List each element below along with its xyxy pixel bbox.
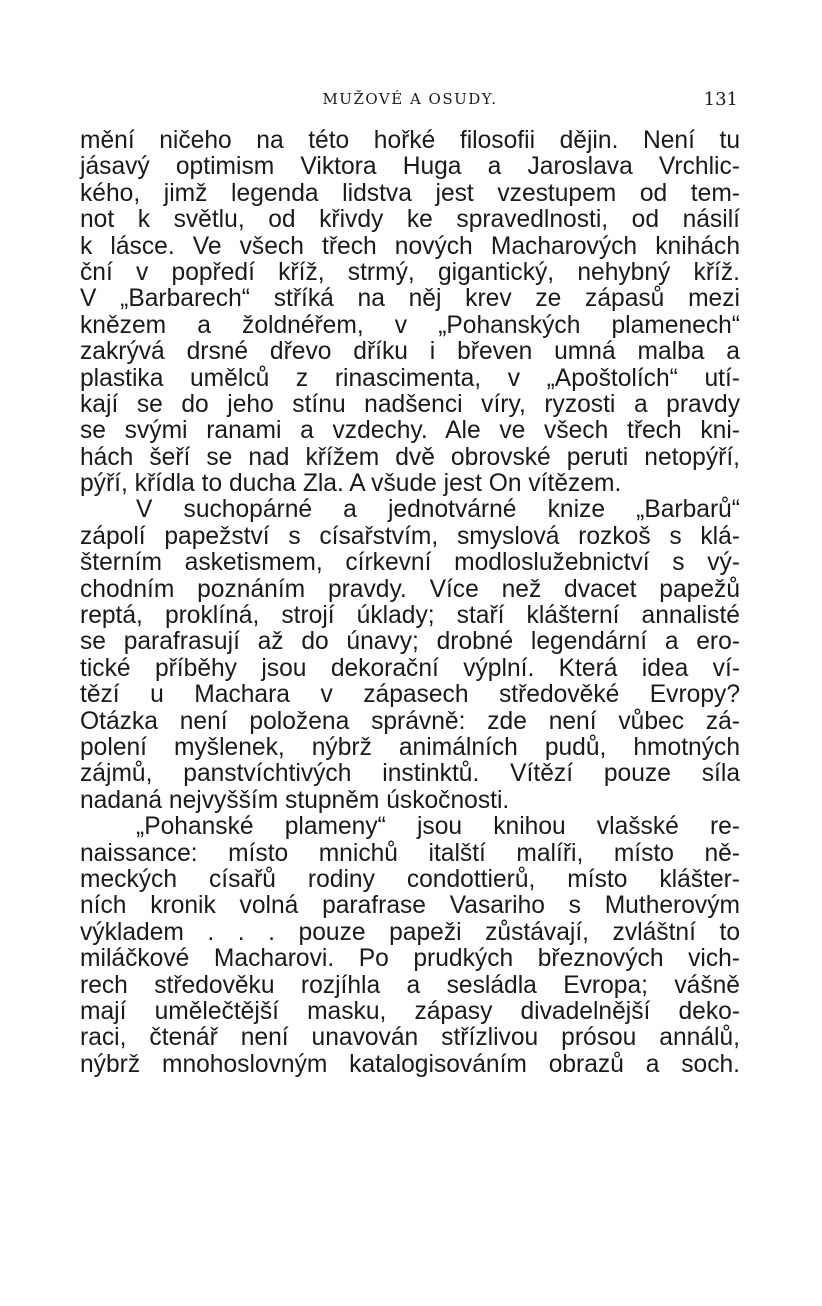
text-line: meckých císařů rodiny condottierů, místo klášter- [80,865,740,893]
text-line: not k světlu, od křivdy ke spravedlnosti, od násilí [80,206,740,234]
text-line: nýbrž mnohoslovným katalogisováním obrazů a soch. [80,1050,740,1078]
text-line: ční v popředí kříž, strmý, gigantický, nehybný kříž. [80,258,740,286]
text-line: raci, čtenář není unavován střízlivou prósou annálů, [80,1024,740,1052]
text-line: jásavý optimism Viktora Huga a Jaroslava Vrchlic- [80,153,740,181]
text-line: knězem a žoldnéřem, v „Pohanských plamenech“ [80,311,740,339]
text-line: pýří, křídla to ducha Zla. A všude jest On vítězem. [80,470,622,498]
text-line: kého, jimž legenda lidstva jest vzestupem od tem- [80,179,740,207]
running-head: MUŽOVÉ A OSUDY. [322,90,498,108]
text-line: miláčkové Macharovi. Po prudkých březnových vich- [80,945,740,973]
text-line: V „Barbarech“ stříká na něj krev ze zápasů mezi [80,285,740,313]
page-header [80,90,740,112]
text-line: V suchopárné a jednotvárné knize „Barbarů“ [136,496,740,524]
text-line: zájmů, panstvíchtivých instinktů. Vítězí pouze síla [80,760,740,788]
text-line: kají se do jeho stínu nadšenci víry, ryzosti a pravdy [80,390,740,418]
text-line: mají umělečtější masku, zápasy divadelnější deko- [80,997,740,1025]
text-line: polení myšlenek, nýbrž animálních pudů, hmotných [80,733,740,761]
text-line: k lásce. Ve všech třech nových Macharových knihách [80,232,740,260]
text-line: ních kronik volná parafrase Vasariho s Mutherovým [80,892,740,920]
text-line: výkladem . . . pouze papeži zůstávají, zvláštní to [80,918,740,946]
text-line: „Pohanské plameny“ jsou knihou vlašské re- [136,813,740,841]
text-line: Otázka není položena správně: zde není vůbec zá- [80,707,740,735]
text-line: tické příběhy jsou dekorační výplní. Která idea ví- [80,654,740,682]
text-line: se svými ranami a vzdechy. Ale ve všech třech kni- [80,417,740,445]
text-line: mění ničeho na této hořké filosofii dějin. Není tu [80,127,740,154]
text-line: reptá, proklíná, strojí úklady; staří klášterní annalisté [80,602,740,630]
text-line: zápolí papežství s císařstvím, smyslová rozkoš s klá- [80,522,740,550]
text-line: naissance: místo mnichů italští malíři, místo ně- [80,839,740,867]
text-line: tězí u Machara v zápasech středověké Evropy? [80,681,740,709]
text-line: šterním asketismem, církevní modloslužebnictví s vý- [80,549,740,577]
text-line: rech středověku rozjíhla a sesládla Evropa; vášně [80,971,740,999]
body-text [80,128,740,1078]
text-line: nadaná nejvyšším stupněm úskočnosti. [80,786,510,814]
text-line: plastika umělců z rinascimenta, v „Apoštolích“ utí- [80,364,740,392]
text-line: hách šeří se nad křížem dvě obrovské peruti netopýří, [80,443,740,471]
text-line: zakrývá drsné dřevo dříku i břeven umná malba a [80,338,740,366]
text-line: chodním poznáním pravdy. Více než dvacet papežů [80,575,740,603]
text-line: se parafrasují až do únavy; drobné legendární a ero- [80,628,740,656]
page-number: 131 [703,89,738,110]
